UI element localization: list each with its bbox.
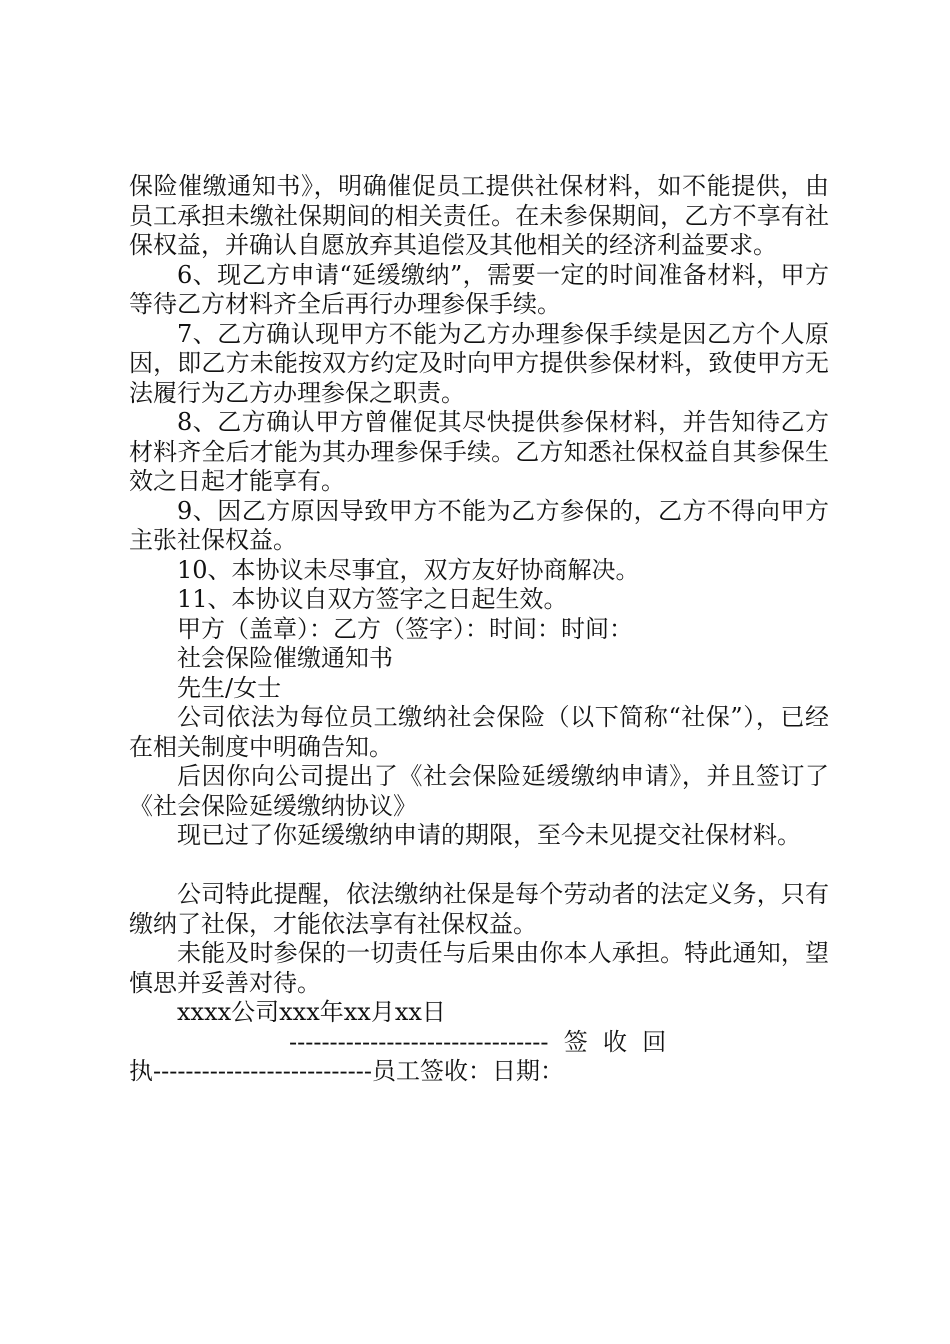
p-notice-4: 公司特此提醒，依法缴纳社保是每个劳动者的法定义务，只有缴纳了社保，才能依法享有社保权益。 xyxy=(129,880,829,938)
paragraph-group-closing xyxy=(129,880,829,998)
p-notice-1: 公司依法为每位员工缴纳社会保险（以下简称“社保”），已经在相关制度中明确告知。 xyxy=(129,703,829,761)
notice-date-line: xxxx公司xxx年xx月xx日 xyxy=(177,998,446,1026)
receipt-signoff-line: 执---------------------------员工签收：日期： xyxy=(129,1057,564,1085)
paragraph-group-main xyxy=(129,172,829,851)
p-continuation: 保险催缴通知书》，明确催促员工提供社保材料，如不能提供，由员工承担未缴社保期间的相关责任。在未参保期间，乙方不享有社保权益，并确认自愿放弃其追偿及其他相关的经济利益要求。 xyxy=(129,172,829,259)
p-salutation: 先生/女士 xyxy=(177,673,282,702)
p-notice-5: 未能及时参保的一切责任与后果由你本人承担。特此通知，望慎思并妥善对待。 xyxy=(129,939,829,997)
p-item-6: 6、现乙方申请“延缓缴纳”，需要一定的时间准备材料，甲方等待乙方材料齐全后再行办理参保手续。 xyxy=(129,260,829,318)
document-body xyxy=(129,172,829,1087)
p-notice-title: 社会保险催缴通知书 xyxy=(177,644,393,672)
p-signature: 甲方（盖章）：乙方（签字）：时间：时间： xyxy=(177,614,633,643)
p-item-8: 8、乙方确认甲方曾催促其尽快提供参保材料，并告知待乙方材料齐全后才能为其办理参保手续。乙方知悉社保权益自其参保生效之日起才能享有。 xyxy=(129,408,829,495)
p-notice-2: 后因你向公司提出了《社会保险延缓缴纳申请》，并且签订了《社会保险延缓缴纳协议》 xyxy=(129,762,829,820)
p-item-9: 9、因乙方原因导致甲方不能为乙方参保的，乙方不得向甲方主张社保权益。 xyxy=(129,496,829,554)
receipt-divider-line: -------------------------------- 签 收 回 xyxy=(289,1027,667,1056)
p-notice-3: 现已过了你延缓缴纳申请的期限，至今未见提交社保材料。 xyxy=(177,821,801,849)
blank-line xyxy=(129,851,829,881)
p-item-7: 7、乙方确认现甲方不能为乙方办理参保手续是因乙方个人原因，即乙方未能按双方约定及时向甲方提供参保材料，致使甲方无法履行为乙方办理参保之职责。 xyxy=(129,319,829,407)
p-item-11: 11、本协议自双方签字之日起生效。 xyxy=(177,585,568,613)
p-item-10: 10、本协议未尽事宜，双方友好协商解决。 xyxy=(177,555,640,584)
